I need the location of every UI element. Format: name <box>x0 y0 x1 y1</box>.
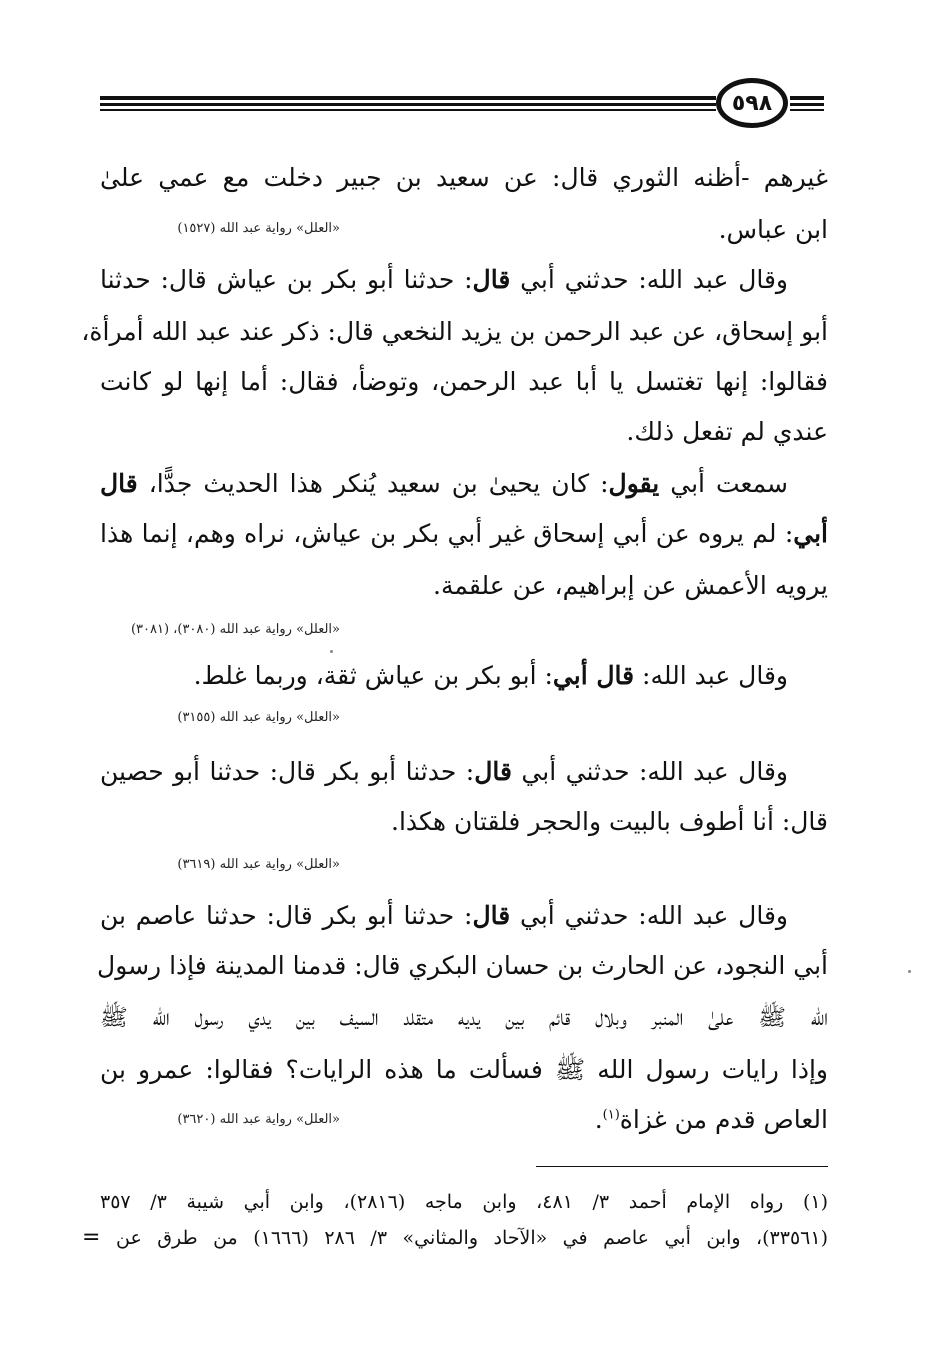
text-line: أبو إسحاق، عن عبد الرحمن بن يزيد النخعي قال: ذكر عند عبد الله أمرأة، <box>81 317 828 346</box>
text-line <box>100 514 828 554</box>
continuation-mark: = <box>82 1225 101 1250</box>
text-line: يرويه الأعمش عن إبراهيم، عن علقمة. <box>433 571 828 600</box>
scan-speck <box>330 650 333 653</box>
header-rule <box>100 103 716 106</box>
text-line: الله ﷺ علىٰ المنبر وبلال قائم بين يديه متقلد السيف بين يدي رسول الله ﷺ <box>100 1005 828 1031</box>
header-rule <box>790 96 824 100</box>
text-line: قال: أنا أطوف بالبيت والحجر فلقتان هكذا. <box>391 807 828 836</box>
bold-phrase: يقول <box>608 469 660 498</box>
footnote-reference[interactable]: (١) <box>602 1107 620 1123</box>
bold-phrase: قال <box>472 901 511 930</box>
text-line <box>100 260 828 300</box>
text-span: سمعت أبي <box>659 469 788 498</box>
source-citation: «العلل» رواية عبد الله (٣٠٨٠)، (٣٠٨١) <box>130 622 340 637</box>
text-span: . <box>594 1105 603 1134</box>
text-span: : حدثنا أبو بكر قال: حدثنا عاصم بن <box>100 901 473 930</box>
text-line: فقالوا: إنها تغتسل يا أبا عبد الرحمن، وتوضأ، فقال: أما إنها لو كانت <box>100 367 828 396</box>
text-line <box>100 752 828 792</box>
text-line <box>100 656 828 696</box>
text-line: أبي النجود، عن الحارث بن حسان البكري قال: قدمنا المدينة فإذا رسول <box>97 951 828 980</box>
text-span: : حدثنا أبو بكر بن عياش قال: حدثنا <box>100 265 473 294</box>
bold-phrase: قال <box>100 469 138 498</box>
text-span: العاص قدم من غزاة <box>619 1105 828 1134</box>
source-citation: «العلل» رواية عبد الله (٣٦١٩) <box>177 857 340 872</box>
text-span: وقال عبد الله: حدثني أبي <box>510 265 788 294</box>
text-span: : كان يحيىٰ بن سعيد يُنكر هذا الحديث جدًّا، <box>137 469 609 498</box>
text-span: وقال عبد الله: حدثني أبي <box>511 757 788 786</box>
footnote-separator <box>536 1166 828 1167</box>
header-rule <box>100 96 716 100</box>
source-citation: «العلل» رواية عبد الله (٣٦٢٠) <box>177 1112 340 1127</box>
source-citation: «العلل» رواية عبد الله (٣١٥٥) <box>177 710 340 725</box>
source-citation: «العلل» رواية عبد الله (١٥٢٧) <box>177 221 340 236</box>
header-rule <box>790 103 824 106</box>
text-line: وإذا رايات رسول الله ﷺ فسألت ما هذه الرايات؟ فقالوا: عمرو بن <box>100 1055 828 1084</box>
text-line: عندي لم تفعل ذلك. <box>626 417 828 446</box>
header-rule <box>100 109 716 111</box>
text-span: وقال عبد الله: حدثني أبي <box>510 901 788 930</box>
text-line: غيرهم -أظنه الثوري قال: عن سعيد بن جبير دخلت مع عمي علىٰ <box>100 163 828 192</box>
bold-phrase: قال أبي <box>552 661 635 690</box>
bold-phrase: قال <box>474 757 512 786</box>
text-span: وقال عبد الله: <box>634 661 788 690</box>
text-span: : لم يروه عن أبي إسحاق غير أبي بكر بن عياش، نراه وهم، إنما هذا <box>100 519 794 548</box>
text-line: ابن عباس. <box>718 215 828 244</box>
bold-phrase: قال <box>472 265 511 294</box>
footnote-line: (٣٣٥٦١)، وابن أبي عاصم في «الآحاد والمثاني» ٣/ ٢٨٦ (١٦٦٦) من طرق عن <box>116 1227 828 1249</box>
text-line <box>100 896 828 936</box>
text-span: : حدثنا أبو بكر قال: حدثنا أبو حصين <box>100 757 475 786</box>
footnote-line: (١) رواه الإمام أحمد ٣/ ٤٨١، وابن ماجه (٢٨١٦)، وابن أبي شيبة ٣/ ٣٥٧ <box>100 1191 829 1213</box>
page-number: ٥٩٨ <box>731 90 773 116</box>
bold-phrase: أبي <box>793 519 828 548</box>
text-span: : أبو بكر بن عياش ثقة، وربما غلط. <box>193 661 553 690</box>
text-line <box>100 464 828 504</box>
page-number-badge <box>716 78 788 128</box>
scan-speck <box>908 970 911 973</box>
header-rule <box>790 109 824 111</box>
